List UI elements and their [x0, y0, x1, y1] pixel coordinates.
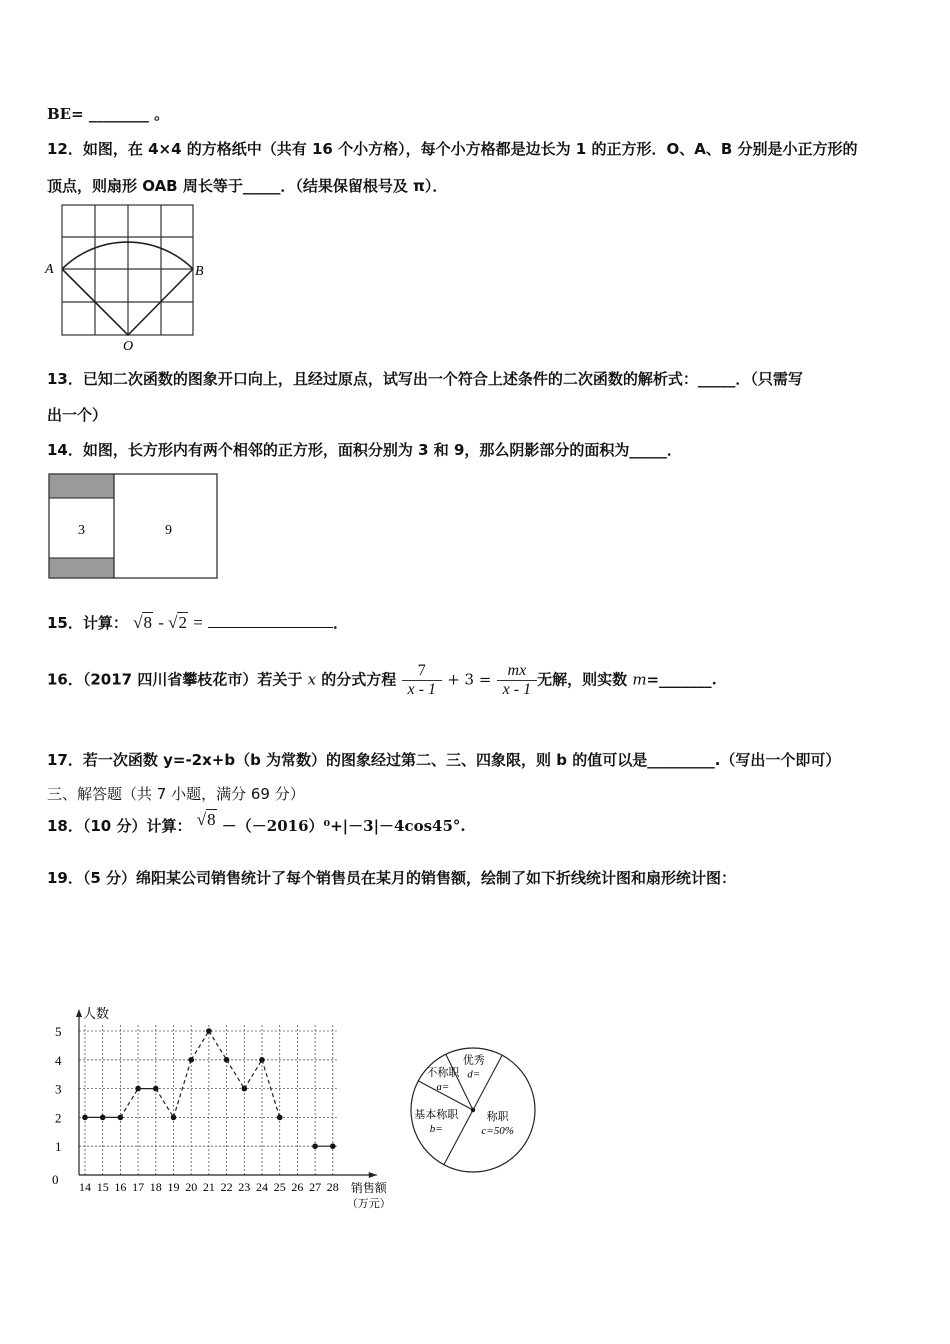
y-tick-label: 5 [55, 1024, 62, 1039]
q12-line1: 12．如图，在 4×4 的方格纸中（共有 16 个小方格），每个小方格都是边长为 1 的正方形．O、A、B 分别是小正方形的 [47, 140, 858, 158]
series-segment [244, 1060, 262, 1089]
q12-line2: 顶点，则扇形 OAB 周长等于_____．（结果保留根号及 π）． [47, 177, 448, 195]
q18-prefix: 18．（10 分）计算： [47, 817, 192, 835]
pie-slice-value: a= [436, 1080, 450, 1093]
q11-text: BE= ________ 。 [47, 105, 170, 123]
q18-rest: －（－2016）⁰+|－3|－4cos45°. [221, 817, 466, 835]
q16-var-m: m [632, 670, 647, 689]
x-tick-label: 21 [202, 1180, 215, 1194]
q16-middle: 的分式方程 [316, 670, 397, 689]
x-tick-label: 16 [114, 1180, 127, 1194]
x-tick-label: 25 [273, 1180, 286, 1194]
q18-sqrt: √8 [196, 810, 216, 829]
small-square-label: 3 [78, 523, 85, 538]
y-axis-arrow [76, 1009, 82, 1017]
q16-plus: + 3 = [447, 670, 492, 689]
pie-center [471, 1108, 475, 1112]
chart-grid [79, 1025, 337, 1175]
x-tick-label: 28 [326, 1180, 339, 1194]
q17-text: 17．若一次函数 y=-2x+b（b 为常数）的图象经过第二、三、四象限，则 b 的值可以是_________.（写出一个即可） [47, 751, 841, 769]
point-o-label: O [123, 339, 134, 353]
q15-sqrt-a: √8 [133, 613, 152, 632]
pie-slice-value: d= [467, 1068, 481, 1081]
x-tick-label: 24 [256, 1180, 268, 1194]
big-square-label: 9 [165, 523, 172, 538]
y-tick-label: 3 [55, 1081, 62, 1097]
q16-fraction-1: $\frac{7}{x - 1}$ [402, 662, 442, 699]
pie-slice-label: 基本称职 [414, 1109, 459, 1122]
x-tick-label: 14 [79, 1180, 91, 1194]
pie-chart [403, 1040, 543, 1180]
origin-label: 0 [52, 1172, 59, 1187]
q16-suffix: 无解，则实数 [537, 670, 633, 689]
point-b-label: B [195, 264, 204, 279]
q11-answer-line [47, 103, 169, 124]
q15-equals: = [193, 613, 203, 632]
series-segment [209, 1031, 227, 1060]
series-segment [156, 1089, 174, 1118]
data-point [242, 1086, 248, 1092]
q19-text: 19．（5 分）绵阳某公司销售统计了每个销售员在某月的销售额，绘制了如下折线统计图和扇形统计图： [47, 869, 737, 887]
q12-grid-figure [44, 203, 214, 353]
x-tick-label: 18 [149, 1180, 162, 1194]
data-point [330, 1143, 336, 1149]
q15-line [47, 612, 348, 633]
point-a-label: A [45, 262, 54, 277]
x-tick-label: 15 [96, 1180, 109, 1194]
section3-heading: 三、解答题（共 7 小题，满分 69 分） [47, 785, 305, 803]
pie-slice-label: 优秀 [462, 1054, 485, 1067]
x-tick-label: 26 [291, 1180, 304, 1194]
y-tick-label: 2 [55, 1110, 62, 1126]
q14-text: 14．如图，长方形内有两个相邻的正方形，面积分别为 3 和 9，那么阴影部分的面积为_____． [47, 441, 682, 459]
x-tick-label: 22 [220, 1180, 233, 1194]
q16-prefix: 16．（2017 四川省攀枝花市）若关于 [47, 670, 308, 689]
q13-line2: 出一个） [47, 406, 108, 424]
q14-rectangle-figure [47, 472, 222, 582]
pie-body [411, 1048, 535, 1172]
pie-slice-label: 称职 [486, 1111, 509, 1124]
x-tick-label: 17 [132, 1180, 145, 1194]
data-point [277, 1115, 283, 1121]
line-chart [45, 1003, 405, 1218]
pie-slice-label: 不称职 [426, 1066, 460, 1079]
x-axis-unit: （万元） [346, 1198, 391, 1210]
x-tick-label: 27 [309, 1180, 322, 1194]
shaded-bottom [49, 558, 114, 578]
series-segment [120, 1089, 138, 1118]
shaded-top [49, 474, 114, 498]
y-tick-label: 4 [55, 1052, 62, 1068]
q15-prefix: 15．计算： [47, 614, 128, 632]
x-axis-arrow [369, 1172, 377, 1178]
q16-var-x: x [307, 670, 317, 689]
series-segment [227, 1060, 245, 1089]
y-tick-label: 1 [55, 1139, 62, 1155]
x-tick-label: 20 [185, 1180, 198, 1194]
series-segment [191, 1031, 209, 1060]
q18-line [47, 810, 466, 836]
q16-fraction-2: $\frac{mx}{x - 1}$ [497, 662, 537, 699]
x-tick-label: 23 [238, 1180, 251, 1194]
q15-blank [208, 613, 333, 628]
x-axis-title: 销售额 [350, 1181, 387, 1195]
q15-sqrt-b: √2 [168, 613, 187, 632]
data-point [188, 1057, 194, 1063]
y-axis-title: 人数 [83, 1006, 110, 1021]
pie-slice-value: b= [429, 1123, 443, 1136]
chart-labels [52, 1006, 391, 1210]
q13-line1: 13．已知二次函数的图象开口向上，且经过原点，试写出一个符合上述条件的二次函数的解析式：_____．（只需写 [47, 370, 803, 388]
q16-line [47, 662, 717, 699]
q15-suffix: ． [333, 614, 349, 632]
pie-slice-value: c=50% [481, 1125, 514, 1138]
x-tick-label: 19 [167, 1180, 180, 1194]
q15-minus: - [158, 613, 169, 632]
q16-end: =_______. [646, 670, 717, 689]
